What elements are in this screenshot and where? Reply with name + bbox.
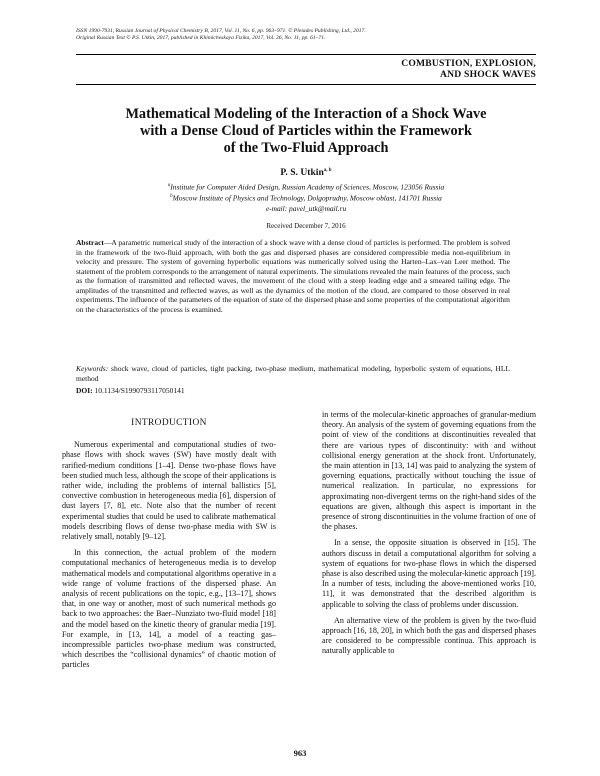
column-left: [62, 418, 276, 677]
journal-header-line1: ISSN 1990-7931, Russian Journal of Physical Chemistry B, 2017, Vol. 11, No. 6, pp. 963–971. © Pleiades Publishing, Ltd., 2017.: [76, 28, 366, 34]
affiliation-b-mark: b: [170, 194, 173, 200]
affiliation-b-text: Moscow Institute of Physics and Technology, Dolgoprudny, Moscow oblast, 141701 Russia: [172, 193, 442, 203]
keywords-text: shock wave, cloud of particles, tight packing, two-phase medium, mathematical modeling, hyperbolic system of equations, HLL method: [76, 364, 511, 383]
intro-heading: INTRODUCTION: [131, 418, 207, 428]
section-tag-line2: AND SHOCK WAVES: [440, 69, 536, 80]
page-number: 963: [293, 748, 307, 758]
doi-value: 10.1134/S1990793117050141: [94, 386, 185, 395]
affiliation-a-mark: a: [167, 183, 171, 188]
author-name: P. S. Utkin: [280, 167, 324, 178]
doi: [76, 386, 510, 395]
intro-paragraph-4: In a sense, the opposite situation is observed in [15]. The authors discuss in detail a computational algorithm for solving a system of equations for two-phase flows in which the dispersed phase is also described using the molecular-kinetic approach [19]. In a number of tests, including the above-mentioned works [10, 11], it was demonstrated that the described algorithm is applicable to solving the class of problems under discussion.: [322, 538, 536, 609]
section-tag-line1: COMBUSTION, EXPLOSION,: [401, 58, 536, 69]
received-date: Received December 7, 2016: [266, 222, 346, 230]
abstract: [76, 238, 510, 314]
title-line3: of the Two-Fluid Approach: [223, 140, 389, 156]
title-line2: with a Dense Cloud of Particles within the Framework: [140, 123, 472, 139]
affiliation-a: [76, 181, 536, 192]
author: [76, 167, 536, 178]
journal-header-line2: Original Russian Text © P.S. Utkin, 2017, published in Khimicheskaya Fizika, 2017, Vol. 36, No. 11, pp. 61–71.: [76, 35, 326, 41]
header-rule-top: [76, 54, 536, 55]
affiliations: [76, 181, 536, 214]
header-rule-bottom: [76, 84, 536, 85]
journal-header: [76, 28, 536, 42]
column-right: [322, 410, 536, 663]
abstract-label: Abstract: [76, 238, 104, 247]
keywords-label: Keywords:: [76, 364, 109, 373]
intro-paragraph-3: in terms of the molecular-kinetic approaches of granular-medium theory. An analysis of the system of governing equations from the point of view of the conditions at discontinuities revealed that there are various types of discontinuity: with and without collisional energy generation at the shock front. Unfortunately, the main attention in [13, 14] was paid to analyzing the system of governing equations, practically without touching the issue of numerical realization. In particular, no expressions for approximating non-divergent terms on the right-hand sides of the equations are given, although this aspect is important in the presence of strong discontinuities in the volume fraction of one of the phases.: [322, 410, 536, 532]
title-line1: Mathematical Modeling of the Interaction of a Shock Wave: [125, 106, 487, 122]
section-tag: [276, 58, 536, 80]
author-email: e-mail: pavel_utk@mail.ru: [265, 203, 347, 213]
affiliation-b: [76, 192, 536, 203]
author-marks: a, b: [323, 167, 332, 173]
intro-paragraph-5: An alternative view of the problem is given by the two-fluid approach [16, 18, 20], in which both the gas and dispersed phases are considered to be compressible continua. This approach is naturally applicable to: [322, 615, 536, 656]
keywords: [76, 364, 510, 383]
intro-paragraph-2: In this connection, the actual problem of the modern computational mechanics of heterogeneous media is to develop mathematical models and computational algorithms operative in a wide range of volume fractions of the dispersed phase. An analysis of recent publications on the topic, e.g., [13–17], shows that, in one way or another, most of such numerical methods go back to two approaches: the Baer–Nunziato two-fluid model [18] and the model based on the kinetic theory of granular media [19]. For example, in [13, 14], a model of a reacting gas–incompressible particles two-phase medium was constructed, which describes the “collisional dynamics” of chaotic motion of particles: [62, 548, 276, 670]
article-title: [76, 106, 536, 157]
affiliation-a-text: Institute for Computer Aided Design, Russian Academy of Sciences, Moscow, 123056 Russia: [170, 182, 445, 192]
abstract-dash: —: [103, 238, 112, 247]
abstract-text: A parametric numerical study of the interaction of a shock wave with a dense cloud of particles is performed. The problem is solved in the framework of the two-fluid approach, with both the gas and dispersed phases are considered compressible media non-equilibrium in velocity and pressure. The system of governing hyperbolic equations was numerically solved using the Harten–Lax–van Leer method. The statement of the problem corresponds to the arrangement of natural experiments. The simulations revealed the main features of the process, such as the formation of transmitted and reflected waves, the movement of the cloud with a steep leading edge and a smeared tailing edge. The amplitudes of the transmitted and reflected waves, as well as the dynamics of the motion of the cloud, are compared to those observed in real experiments. The influence of the parameters of the equation of state of the dispersed phase and some properties of the computational algorithm on the characteristics of the process is examined.: [76, 238, 510, 314]
doi-label: DOI:: [76, 386, 93, 395]
intro-paragraph-1: Numerous experimental and computational studies of two-phase flows with shock waves (SW) have mostly dealt with rarified-medium conditions [1–4]. Dense two-phase flows have been studied much less, although the scope of their applications is rather wide, including the problems of internal ballistics [5], convective combustion in heterogeneous media [6], dispersion of dust layers [7, 8], etc. Note also that the number of recent experimental studies that could be used to calibrate mathematical models describing flows of dense two-phase media with SW is relatively small, notably [9–12].: [62, 440, 276, 542]
